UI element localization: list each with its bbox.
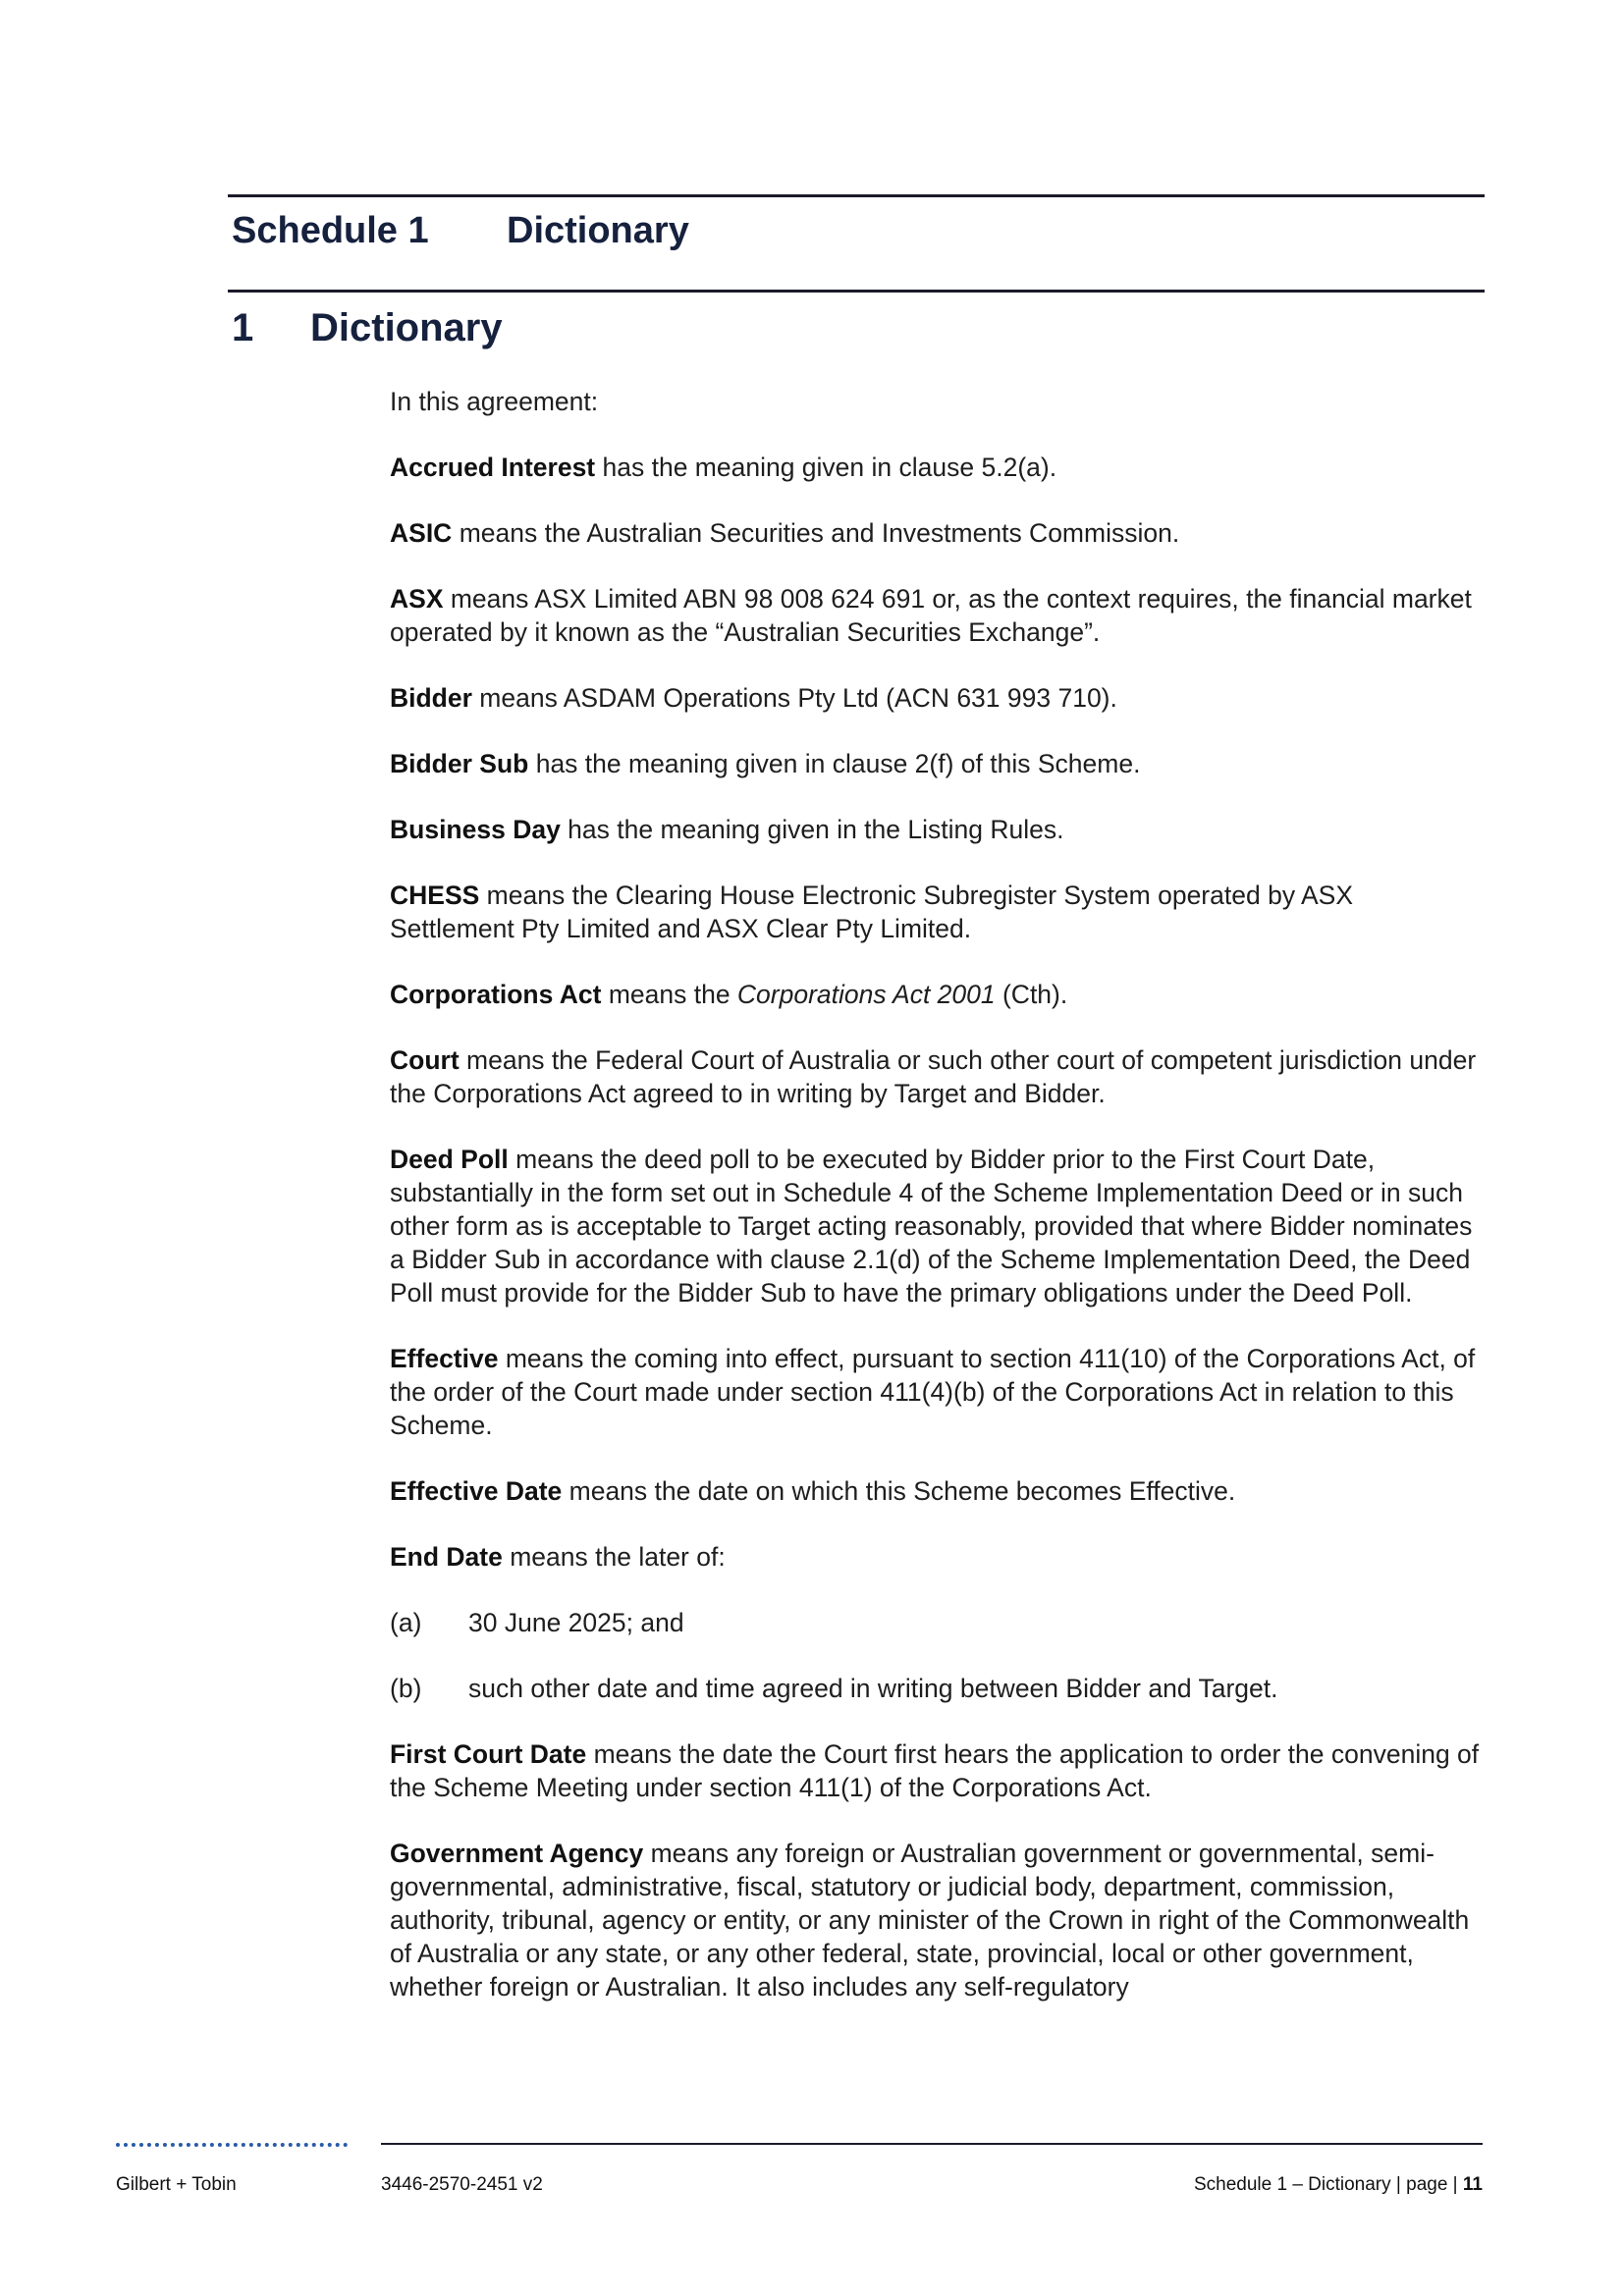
definition-government-agency: [390, 1837, 1480, 2003]
list-item: [390, 1672, 1480, 1705]
definition-text: means the Federal Court of Australia or such other court of competent jurisdiction under the Corporations Act agreed to in writing by Target and Bidder.: [390, 1045, 1477, 1108]
definition-effective-date: [390, 1474, 1480, 1508]
intro-paragraph: In this agreement:: [390, 387, 599, 416]
footer-section: Schedule 1 – Dictionary | page |: [1193, 2174, 1463, 2195]
section-number: 1: [232, 306, 254, 349]
definition-term: Bidder: [390, 683, 472, 713]
definition-term: Business Day: [390, 815, 561, 844]
definition-term: ASX: [390, 584, 444, 614]
definition-term: Effective Date: [390, 1476, 563, 1506]
definition-text: means the date the Court first hears the application to order the convening of the Scheme Meeting under section 411(1) of the Corporations Act.: [390, 1739, 1480, 1802]
footer-doc-ref: 3446-2570-2451 v2: [381, 2174, 543, 2195]
footer-rule: [381, 2143, 1483, 2145]
definition-bidder-sub: [390, 747, 1480, 780]
list-item-text: 30 June 2025; and: [468, 1608, 684, 1637]
list-item-text: such other date and time agreed in writing between Bidder and Target.: [468, 1674, 1278, 1703]
list-item-label: (b): [390, 1674, 422, 1703]
definition-effective: [390, 1342, 1480, 1442]
definition-asx: [390, 582, 1480, 649]
definition-text: means the Australian Securities and Investments Commission.: [452, 518, 1180, 548]
definition-text: means the coming into effect, pursuant to section 411(10) of the Corporations Act, of the order of the Court made under section 411(4)(b) of the Corporations Act in relation to this Scheme.: [390, 1344, 1476, 1440]
definition-text: means ASDAM Operations Pty Ltd (ACN 631 993 710).: [471, 683, 1117, 713]
definition-term: Effective: [390, 1344, 499, 1373]
section-title: Dictionary: [310, 306, 503, 349]
definition-text: means the deed poll to be executed by Bidder prior to the First Court Date, substantially in the form set out in Schedule 4 of the Scheme Implementation Deed or in such other form as is acceptable to Target acting reasonably, provided that where Bidder nominates a Bidder Sub in accordance with clause 2.1(d) of the Scheme Implementation Deed, the Deed Poll must provide for the Bidder Sub to have the primary obligations under the Deed Poll.: [390, 1145, 1473, 1308]
definition-corporations-act: [390, 978, 1480, 1011]
definition-term: CHESS: [390, 881, 480, 910]
definition-term: End Date: [390, 1542, 503, 1572]
list-item-label: (a): [390, 1608, 422, 1637]
heading-rule: [228, 290, 1485, 293]
definition-term: ASIC: [390, 518, 453, 548]
definition-term: Corporations Act: [390, 980, 602, 1009]
schedule-heading: [232, 210, 689, 252]
list-item: [390, 1606, 1480, 1639]
definition-text: has the meaning given in the Listing Rules.: [560, 815, 1064, 844]
footer-firm: Gilbert + Tobin: [116, 2174, 237, 2195]
definition-text: means the date on which this Scheme becomes Effective.: [562, 1476, 1236, 1506]
footer-page-info: [1194, 2174, 1483, 2196]
footer-dotted-rule: [116, 2143, 348, 2147]
page-number: 11: [1462, 2174, 1483, 2195]
definition-term: Accrued Interest: [390, 453, 596, 482]
definition-term: Deed Poll: [390, 1145, 509, 1174]
definition-first-court-date: [390, 1737, 1480, 1804]
schedule-number: Schedule 1: [232, 210, 429, 251]
definition-deed-poll: [390, 1143, 1480, 1309]
definition-text: has the meaning given in clause 5.2(a).: [595, 453, 1057, 482]
definition-text: means the Clearing House Electronic Subregister System operated by ASX Settlement Pty Limited and ASX Clear Pty Limited.: [390, 881, 1353, 943]
definition-text: means ASX Limited ABN 98 008 624 691 or, as the context requires, the financial market operated by it known as the “Australian Securities Exchange”.: [390, 584, 1472, 647]
definition-text: has the meaning given in clause 2(f) of this Scheme.: [528, 749, 1141, 778]
definition-business-day: [390, 813, 1480, 846]
definition-bidder: [390, 681, 1480, 715]
definition-asic: [390, 516, 1480, 550]
definition-accrued-interest: [390, 451, 1480, 484]
top-rule: [228, 194, 1485, 197]
definition-text-suffix: (Cth).: [995, 980, 1068, 1009]
section-heading: [232, 306, 503, 350]
definition-chess: [390, 879, 1480, 945]
definition-term: First Court Date: [390, 1739, 587, 1769]
document-body: [390, 385, 1480, 2036]
definition-text: means any foreign or Australian government or governmental, semi-governmental, administrative, fiscal, statutory or judicial body, department, commission, authority, tribunal, agency or entity, or any minister of the Crown in right of the Commonwealth of Australia or any state, or any other federal, state, provincial, local or other government, whether foreign or Australian. It also includes any self-regulatory: [390, 1839, 1470, 2002]
definition-court: [390, 1043, 1480, 1110]
definition-end-date: [390, 1540, 1480, 1574]
definition-term: Government Agency: [390, 1839, 644, 1868]
definition-text: means the: [601, 980, 737, 1009]
definition-term: Bidder Sub: [390, 749, 529, 778]
schedule-title: Dictionary: [507, 210, 689, 251]
definition-term: Court: [390, 1045, 460, 1075]
act-title: Corporations Act 2001: [736, 980, 996, 1009]
definition-text: means the later of:: [502, 1542, 726, 1572]
